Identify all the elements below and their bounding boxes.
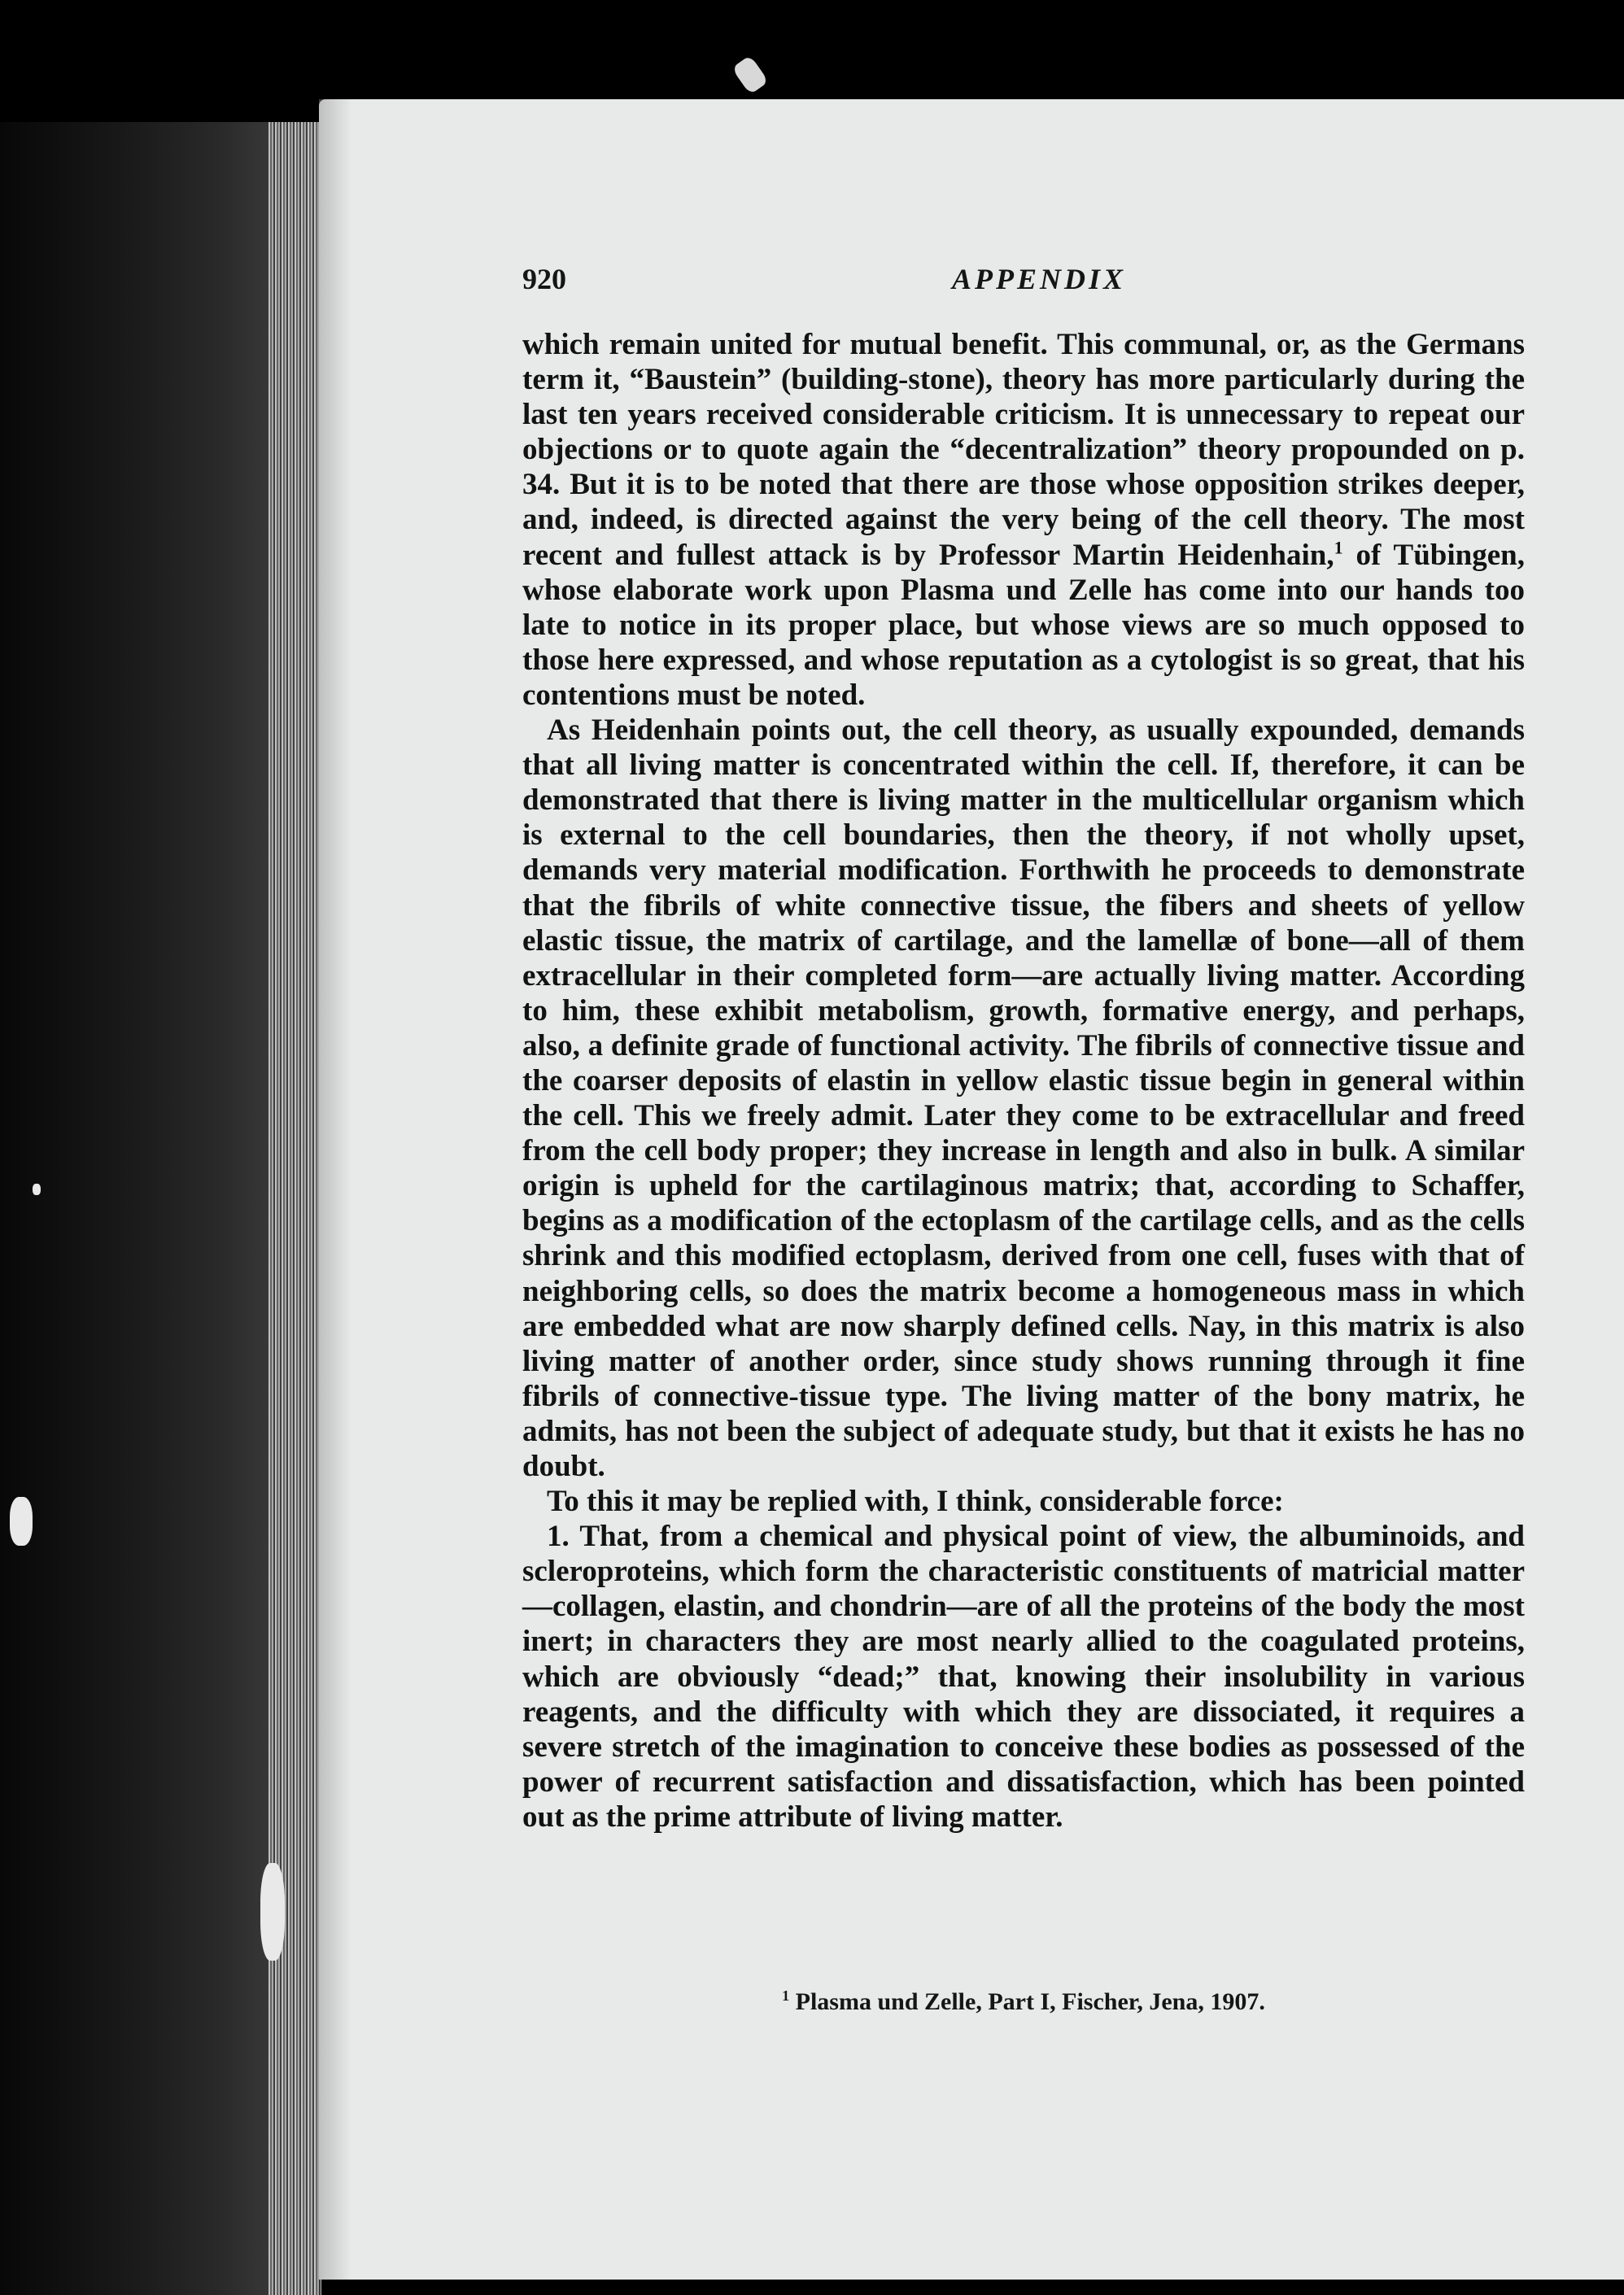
page-edge-stack (268, 122, 321, 2295)
gutter-shadow (319, 99, 351, 2280)
paragraph: As Heidenhain points out, the cell theory, as usually expounded, demands that all living matter is concentrated within the cell. If, therefore, it can be demonstrated that there is living matter in the multicellular organism which is external to the cell boundaries, then the theory, if not wholly upset, demands very material modification. Forthwith he proceeds to demonstrate that the fibrils of white connective tissue, the fibers and sheets of yellow elastic tissue, the matrix of cartilage, and the lamellæ of bone—all of them extracellular in their completed form—are actually living matter. According to him, these exhibit metabolism, growth, formative energy, and perhaps, also, a definite grade of functional activity. The fibrils of connective tissue and the coarser deposits of elastin in yellow elastic tissue begin in general within the cell. This we freely admit. Later they come to be extracellular and freed from the cell body proper; they increase in length and also in bulk. A similar origin is upheld for the cartilaginous matrix; that, according to Schaffer, begins as a modification of the ectoplasm of the cartilage cells, and as the cells shrink and this modified ectoplasm, derived from one cell, fuses with that of neighboring cells, so does the matrix become a homogeneous mass in which are embedded what are now sharply defined cells. Nay, in this matrix is also living matter of another order, since study shows running through it fine fibrils of connective-tissue type. The living matter of the bony matrix, he admits, has not been the subject of adequate study, but that it exists he has no doubt. (522, 713, 1525, 1483)
footnote-mark: 1 (782, 1987, 790, 2004)
footnote (522, 1988, 1525, 2016)
footnote-text: Plasma und Zelle, Part I, Fischer, Jena, 1907. (795, 1988, 1265, 2015)
paragraph-text-continued: of Tübingen, whose elaborate work upon Plasma und Zelle has come into our hands too late to notice in its proper place, but whose views are so much opposed to those here expressed, and whose reputation as a cytologist is so great, that his contentions must be noted. (522, 538, 1525, 712)
page-number: 920 (522, 263, 566, 295)
footnote-reference: 1 (1334, 537, 1343, 558)
paragraph: To this it may be replied with, I think, considerable force: (547, 1485, 1284, 1519)
paragraph (522, 327, 1525, 713)
paragraph-text: which remain united for mutual benefit. This communal, or, as the Germans term it, “Baustein” (building-stone), theory has more particularly during the last ten years received considerable criticism. It is unnecessary to repeat our objections or to quote again the “decentralization” theory propounded on p. 34. But it is to be noted that there are those whose opposition strikes deeper, and, indeed, is directed against the very being of the cell theory. The most recent and fullest attack is by Professor Martin Heidenhain, (522, 328, 1525, 572)
scan-blemish (10, 1497, 33, 1546)
page-header (522, 262, 1525, 303)
scan-blemish (33, 1184, 41, 1195)
paragraph: 1. That, from a chemical and physical point of view, the albuminoids, and scleroproteins, which form the characteristic constituents of matricial matter—collagen, elastin, and chondrin—are of all the proteins of the body the most inert; in characters they are most nearly allied to the coagulated proteins, which are obviously “dead;” that, knowing their insolubility in various reagents, and the difficulty with which they are dissociated, it requires a severe stretch of the imagination to conceive these bodies as possessed of the power of recurrent satisfaction and dissatisfaction, which has been pointed out as the prime attribute of living matter. (522, 1520, 1525, 1834)
running-head: APPENDIX (952, 263, 1127, 295)
scan-blemish (260, 1863, 285, 1961)
scan-blemish (731, 55, 769, 95)
body-text (522, 327, 1525, 1835)
